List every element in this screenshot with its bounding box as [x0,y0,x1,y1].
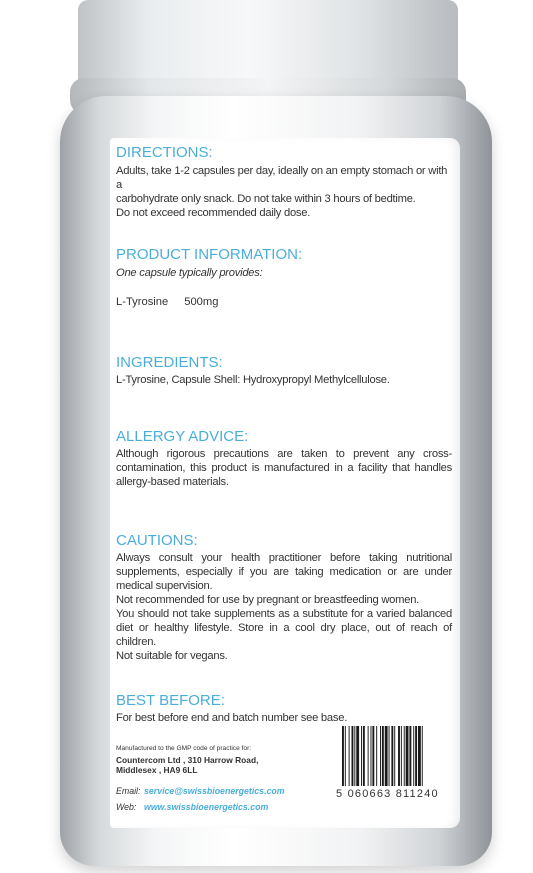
manufacturer-info [116,744,286,776]
barcode-bar [418,726,421,786]
web-row [116,802,268,812]
nutrient-amount: 500mg [184,296,219,308]
manufacturer-line: Countercom Ltd , 310 Harrow Road, [116,754,259,765]
barcode-bar [372,726,374,786]
barcode-bar [398,726,400,786]
barcode-bar [385,726,388,786]
barcode-bar [349,726,350,786]
barcode-bar [404,726,405,786]
barcode-bar [352,726,354,786]
allergy-heading: ALLERGY ADVICE: [116,428,249,445]
directions-line: Adults, take 1-2 capsules per day, ideally on an empty stomach or with a [116,165,448,191]
email-row [116,786,285,796]
product-information-subheading: One capsule typically provides: [116,267,263,279]
manufacturer-line: Middlesex , HA9 6LL [116,765,198,775]
barcode [340,726,458,786]
barcode-bar [354,726,355,786]
web-label: Web: [116,802,137,812]
best-before-heading: BEST BEFORE: [116,692,225,709]
allergy-text: Although rigorous precautions are taken to prevent any cross-contamination, this product is manufactured in a facility that handles allergy-based materials. [116,448,452,488]
nutrient-row [116,296,218,308]
directions-text [116,164,452,220]
barcode-bar [361,726,362,786]
barcode-bar [394,726,395,786]
barcode-bar [382,726,384,786]
cautions-paragraph: Not recommended for use by pregnant or breastfeeding women. [116,594,420,606]
barcode-bar [409,726,411,786]
cautions-paragraph: Always consult your health practitioner before taking nutritional supplements, especially if you are taking medication or are under medical supervision. [116,552,452,592]
ingredients-heading: INGREDIENTS: [116,354,223,371]
barcode-bar [391,726,393,786]
nutrient-name: L-Tyrosine [116,296,169,308]
directions-line: carbohydrate only snack. Do not take within 3 hours of bedtime. [116,193,416,205]
ingredients-text: L-Tyrosine, Capsule Shell: Hydroxypropyl Methylcellulose. [116,374,390,386]
barcode-bar [363,726,365,786]
barcode-bar [401,726,402,786]
cautions-paragraph: Not suitable for vegans. [116,650,228,662]
cautions-heading: CAUTIONS: [116,532,198,549]
barcode-bar [413,726,414,786]
barcode-bar [389,726,390,786]
barcode-bar [406,726,409,786]
barcode-bar [422,726,423,786]
directions-heading: DIRECTIONS: [116,144,213,161]
barcode-bar [368,726,369,786]
web-address: www.swissbioenergetics.com [144,802,269,812]
cautions-paragraph: You should not take supplements as a substitute for a varied balanced diet or healthy lifestyle. Store in a cool dry place, out of reach of children. [116,608,452,648]
barcode-bar [380,726,381,786]
email-label: Email: [116,786,141,796]
barcode-bar [371,726,372,786]
directions-line: Do not exceed recommended daily dose. [116,207,311,219]
email-address: service@swissbioenergetics.com [144,786,285,796]
barcode-bar [345,726,346,786]
barcode-bar [415,726,417,786]
barcode-bar [342,726,344,786]
cautions-text [116,551,452,663]
best-before-text: For best before end and batch number see base. [116,712,348,724]
barcode-bar [376,726,377,786]
product-information-heading: PRODUCT INFORMATION: [116,246,303,263]
barcode-number: 5 060663 811240 [336,788,439,800]
barcode-bar [356,726,359,786]
manufacturer-line: Manufactured to the GMP code of practice for: [116,745,252,752]
